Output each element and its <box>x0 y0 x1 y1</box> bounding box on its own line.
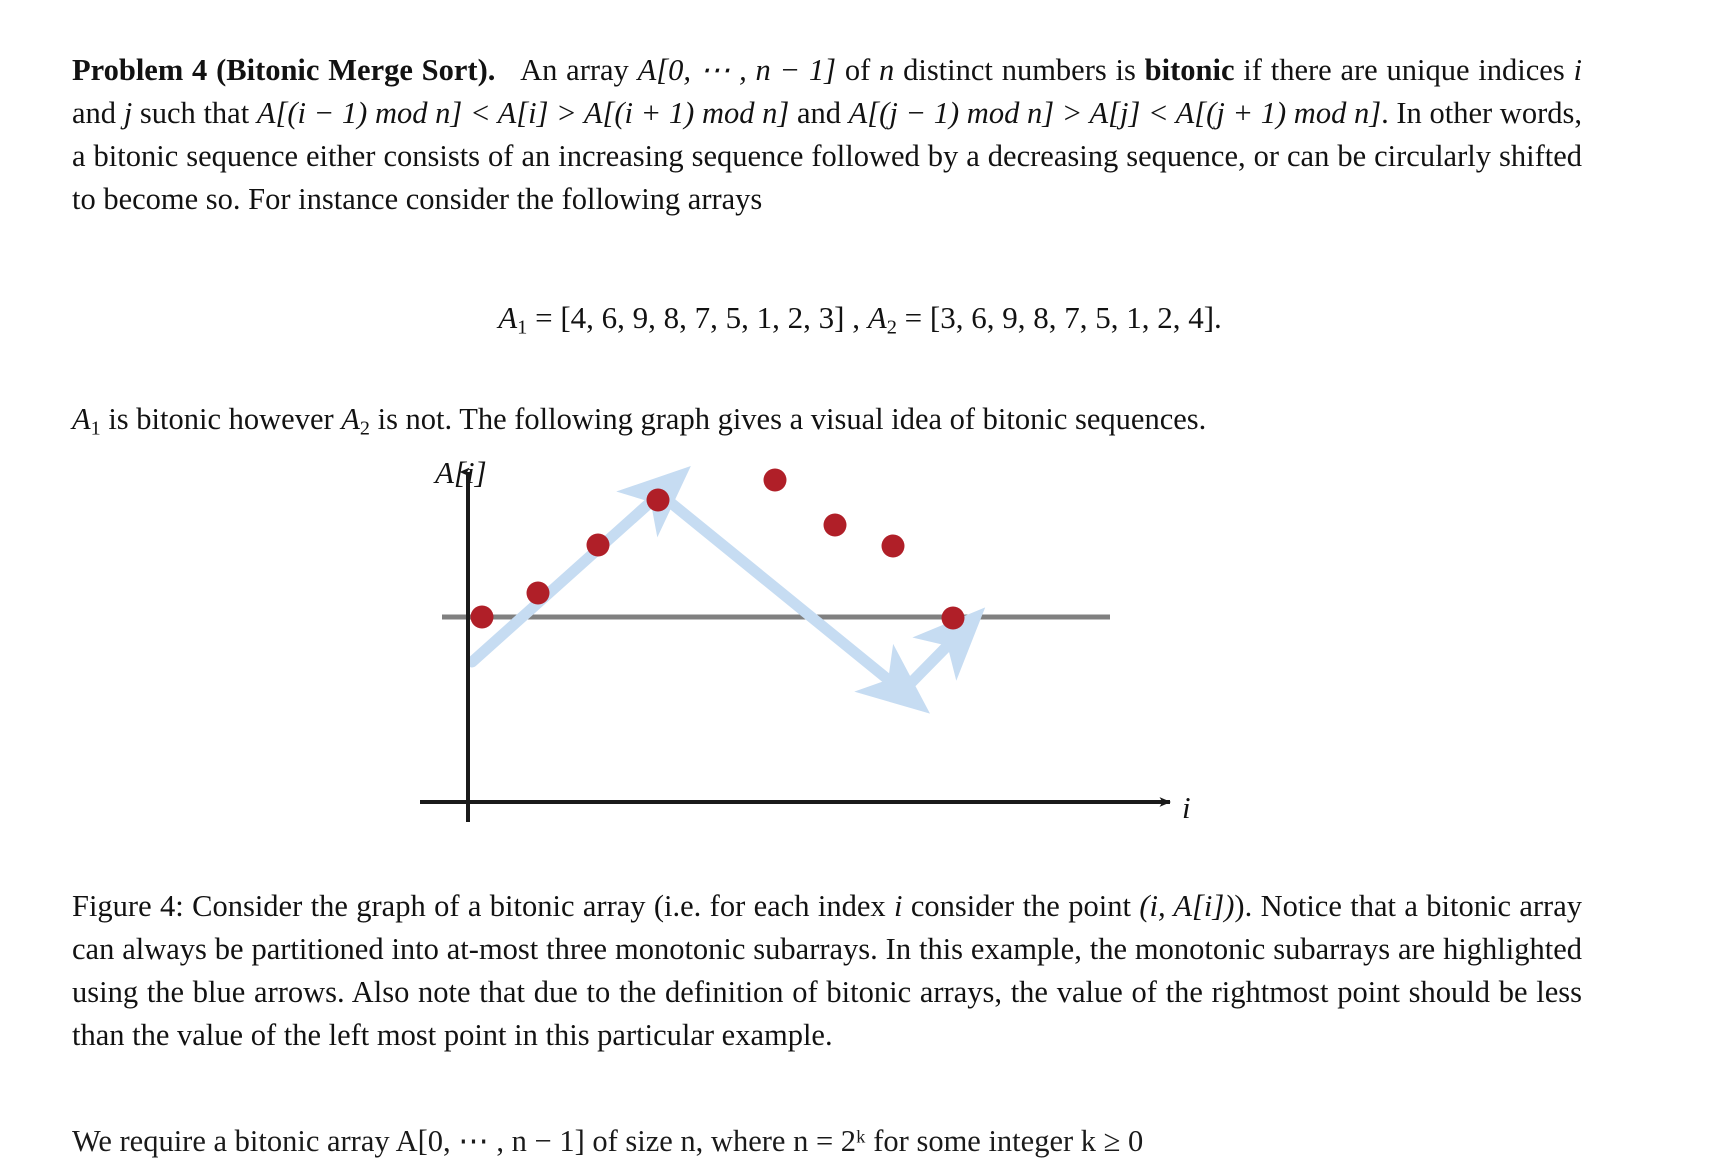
monotonic-arrow-increasing-1 <box>472 491 663 662</box>
bitonic-array-figure <box>420 452 1300 872</box>
intro-seg-8: . In other words, a bitonic sequence either consists of an increasing sequence followed by a decreasing sequence, or can be circularly shifted to become so. For instance consider the following arrays <box>72 96 1582 216</box>
bitonic-plot-svg <box>420 452 1300 872</box>
bitonic-seg-1: is bitonic however <box>100 402 342 436</box>
equation-a2-subscript: 2 <box>886 316 897 339</box>
equation-a2-value: = [3, 6, 9, 8, 7, 5, 1, 2, 4]. <box>904 300 1222 335</box>
intro-math-6: A[(j − 1) mod n] > A[j] < A[(j + 1) mod n] <box>848 96 1382 130</box>
monotonic-arrow-decreasing <box>660 494 901 690</box>
data-point <box>824 514 847 537</box>
bitonic-a2-subscript: 2 <box>359 417 370 440</box>
x-axis-label-text: i <box>1182 790 1191 825</box>
y-axis-label-text: A[i] <box>435 455 487 490</box>
intro-seg-2: of <box>836 53 880 87</box>
bitonic-explanation-paragraph <box>72 398 1582 451</box>
intro-math-2: n <box>879 53 895 87</box>
problem-heading: Problem 4 (Bitonic Merge Sort). <box>72 53 496 87</box>
bitonic-seg-2: is not. The following graph gives a visual idea of bitonic sequences. <box>369 402 1207 436</box>
intro-seg-7: and <box>789 96 849 130</box>
bitonic-a1-symbol: A <box>72 402 91 436</box>
intro-seg-4: if there are unique indices <box>1234 53 1574 87</box>
data-point <box>882 535 905 558</box>
caption-math-2: (i, A[i]) <box>1139 889 1235 923</box>
equation-a1-subscript: 1 <box>517 316 528 339</box>
intro-seg-5: and <box>72 96 124 130</box>
data-point <box>942 607 965 630</box>
data-point <box>647 489 670 512</box>
caption-seg-3: ). Notice that a bitonic array can always be partitioned into at-most three monotonic subarrays. In this example, the monotonic subarrays are highlighted using the blue arrows. Also note that due to the definition of bitonic arrays, the value of the rightmost point should be less than the value of the left most point in this particular example. <box>72 889 1582 1052</box>
equation-separator: , <box>844 300 868 335</box>
display-equation <box>0 300 1720 340</box>
intro-math-4: j <box>123 96 133 130</box>
data-point <box>587 534 610 557</box>
bitonic-bold-term: bitonic <box>1144 53 1235 87</box>
intro-seg-1: An array <box>520 53 638 87</box>
intro-seg-6: such that <box>132 96 257 130</box>
caption-seg-1: Consider the graph of a bitonic array (i.e. for each index <box>183 889 895 923</box>
data-point <box>471 606 494 629</box>
monotonic-arrow-increasing-2 <box>902 634 959 692</box>
caption-seg-2: consider the point <box>902 889 1140 923</box>
problem-statement-paragraph <box>72 49 1582 221</box>
clipped-next-paragraph: We require a bitonic array A[0, ⋯ , n − 1] of size n, where n = 2ᵏ for some integer k ≥ 0 <box>72 1124 1144 1158</box>
intro-math-5: A[(i − 1) mod n] < A[i] > A[(i + 1) mod n] <box>256 96 790 130</box>
intro-math-1: A[0, ⋯ , n − 1] <box>637 53 837 87</box>
data-point <box>764 469 787 492</box>
intro-math-3: i <box>1573 53 1582 87</box>
caption-label: Figure 4: <box>72 889 184 923</box>
data-point <box>527 582 550 605</box>
caption-math-1: i <box>894 889 903 923</box>
chart-x-axis-label <box>1182 790 1191 826</box>
bitonic-a2-symbol: A <box>341 402 360 436</box>
equation-a1-value: = [4, 6, 9, 8, 7, 5, 1, 2, 3] <box>535 300 845 335</box>
intro-seg-3: distinct numbers is <box>894 53 1145 87</box>
figure-caption <box>72 885 1582 1057</box>
equation-a2-symbol: A <box>867 300 887 335</box>
equation-a1-symbol: A <box>498 300 518 335</box>
bitonic-a1-subscript: 1 <box>90 417 101 440</box>
